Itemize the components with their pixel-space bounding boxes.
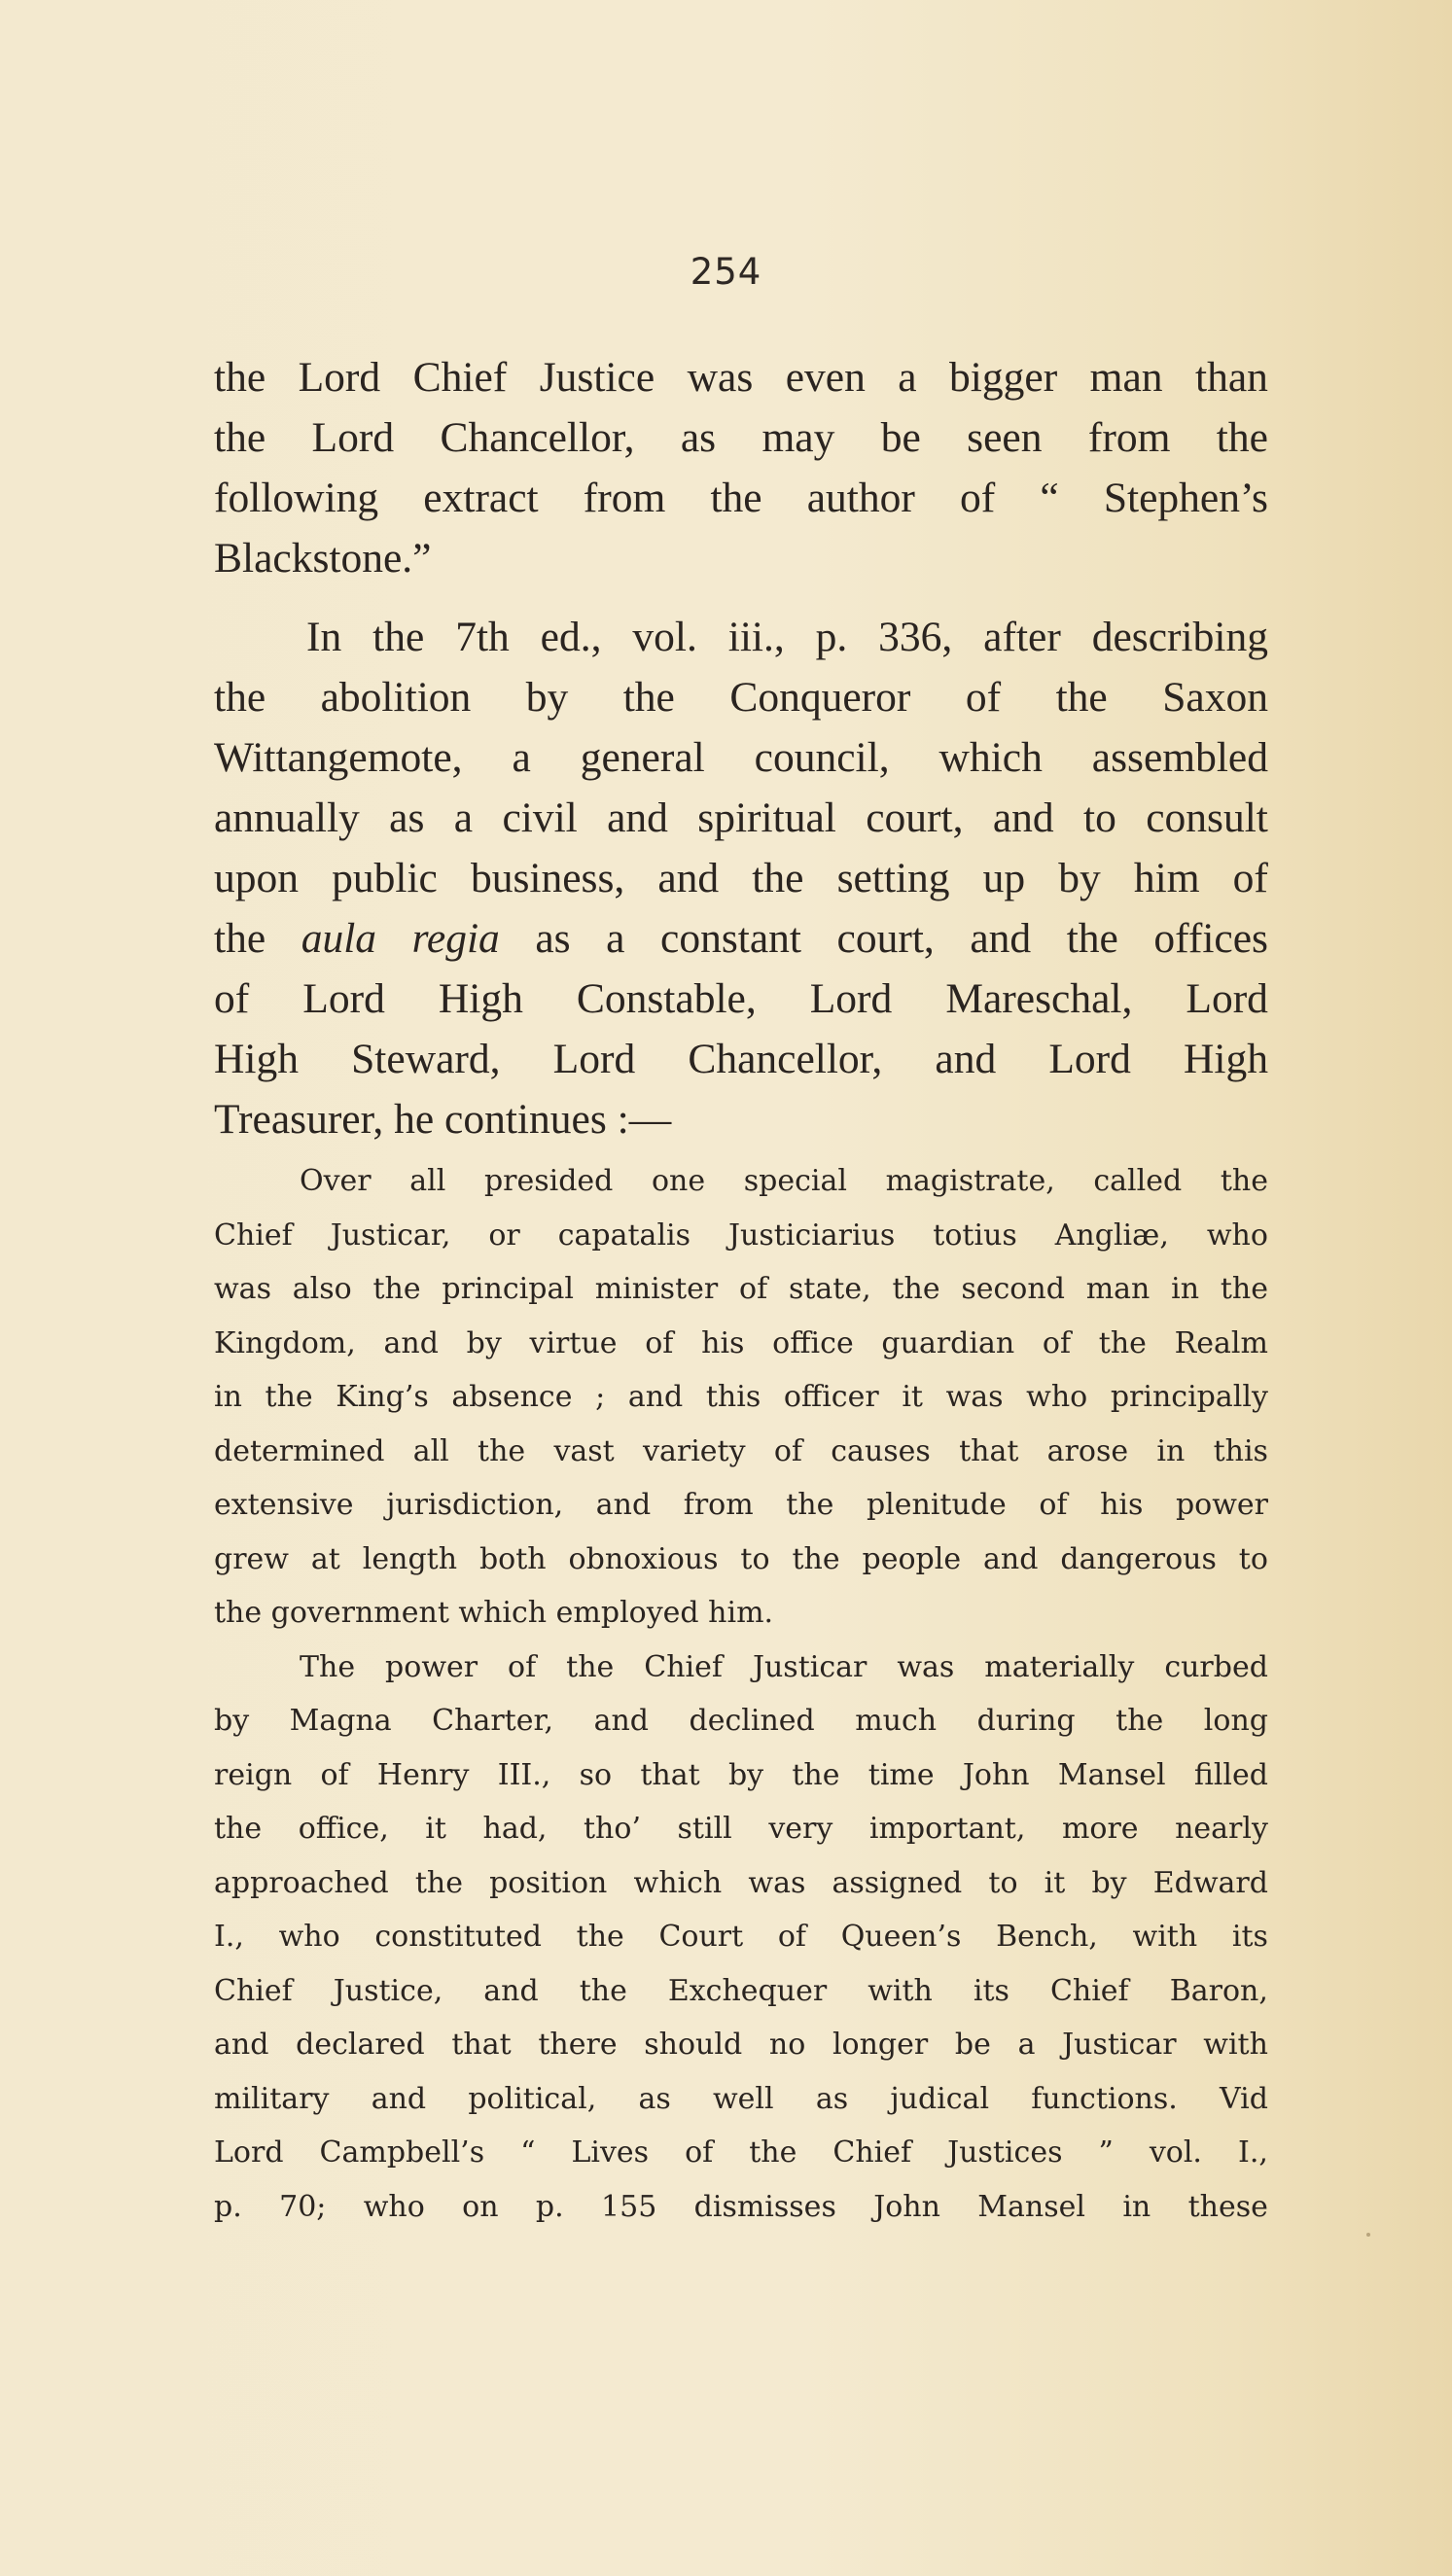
text-line: following extract from the author of “ Stephen’s — [214, 475, 1268, 521]
quote-line: military and political, as well as judical functions. Vid — [214, 2081, 1268, 2116]
text-line: upon public business, and the setting up by him of — [214, 855, 1268, 901]
text-line: High Steward, Lord Chancellor, and Lord High — [214, 1036, 1268, 1082]
quote-paragraph-2 — [214, 1641, 1268, 2235]
quote-line: grew at length both obnoxious to the people and dangerous to — [214, 1541, 1268, 1576]
quote-line: Chief Justicar, or capatalis Justiciarius totius Angliæ, who — [214, 1217, 1268, 1253]
text-line: Treasurer, he continues :— — [214, 1096, 672, 1143]
paper-speck — [1366, 2233, 1370, 2237]
text-line: the Lord Chief Justice was even a bigger man than — [214, 354, 1268, 401]
text-line: In the 7th ed., vol. iii., p. 336, after describing — [306, 614, 1268, 660]
text-line: Wittangemote, a general council, which assembled — [214, 734, 1268, 781]
quote-line: the office, it had, tho’ still very important, more nearly — [214, 1812, 1268, 1846]
block-quote — [214, 1154, 1268, 2234]
main-text — [214, 347, 1268, 1149]
text-line: the aula regia as a constant court, and the offices — [214, 915, 1268, 962]
text-line: of Lord High Constable, Lord Mareschal, Lord — [214, 975, 1268, 1022]
quote-paragraph-1 — [214, 1154, 1268, 1641]
text-line: the abolition by the Conqueror of the Saxon — [214, 674, 1268, 721]
quote-line: by Magna Charter, and declined much during the long — [214, 1704, 1268, 1738]
quote-line: the government which employed him. — [214, 1596, 774, 1630]
quote-line: was also the principal minister of state, the second man in the — [214, 1272, 1268, 1306]
page-number: 254 — [690, 251, 762, 293]
quote-line: Lord Campbell’s “ Lives of the Chief Justices ” vol. I., — [214, 2135, 1268, 2170]
quote-line: approached the position which was assigned to it by Edward — [214, 1865, 1268, 1900]
quote-line: and declared that there should no longer be a Justicar with — [214, 2028, 1268, 2062]
main-paragraph-2 — [214, 607, 1268, 1149]
text-line: the Lord Chancellor, as may be seen from the — [214, 414, 1268, 461]
text-line: Blackstone.” — [214, 535, 432, 582]
quote-line: determined all the vast variety of causes that arose in this — [214, 1433, 1268, 1468]
quote-line: Chief Justice, and the Exchequer with its Chief Baron, — [214, 1973, 1268, 2008]
quote-line: Over all presided one special magistrate, called the — [300, 1164, 1268, 1198]
main-paragraph-1 — [214, 347, 1268, 588]
quote-line: Kingdom, and by virtue of his office guardian of the Realm — [214, 1325, 1268, 1360]
quote-line: extensive jurisdiction, and from the plenitude of his power — [214, 1488, 1268, 1522]
quote-line: The power of the Chief Justicar was materially curbed — [300, 1649, 1268, 1684]
quote-line: reign of Henry III., so that by the time John Mansel filled — [214, 1757, 1268, 1792]
quote-line: p. 70; who on p. 155 dismisses John Mansel in these — [214, 2189, 1268, 2224]
text-line: annually as a civil and spiritual court, and to consult — [214, 794, 1268, 841]
quote-line: I., who constituted the Court of Queen’s Bench, with its — [214, 1920, 1268, 1954]
quote-line: in the King’s absence ; and this officer it was who principally — [214, 1380, 1268, 1414]
